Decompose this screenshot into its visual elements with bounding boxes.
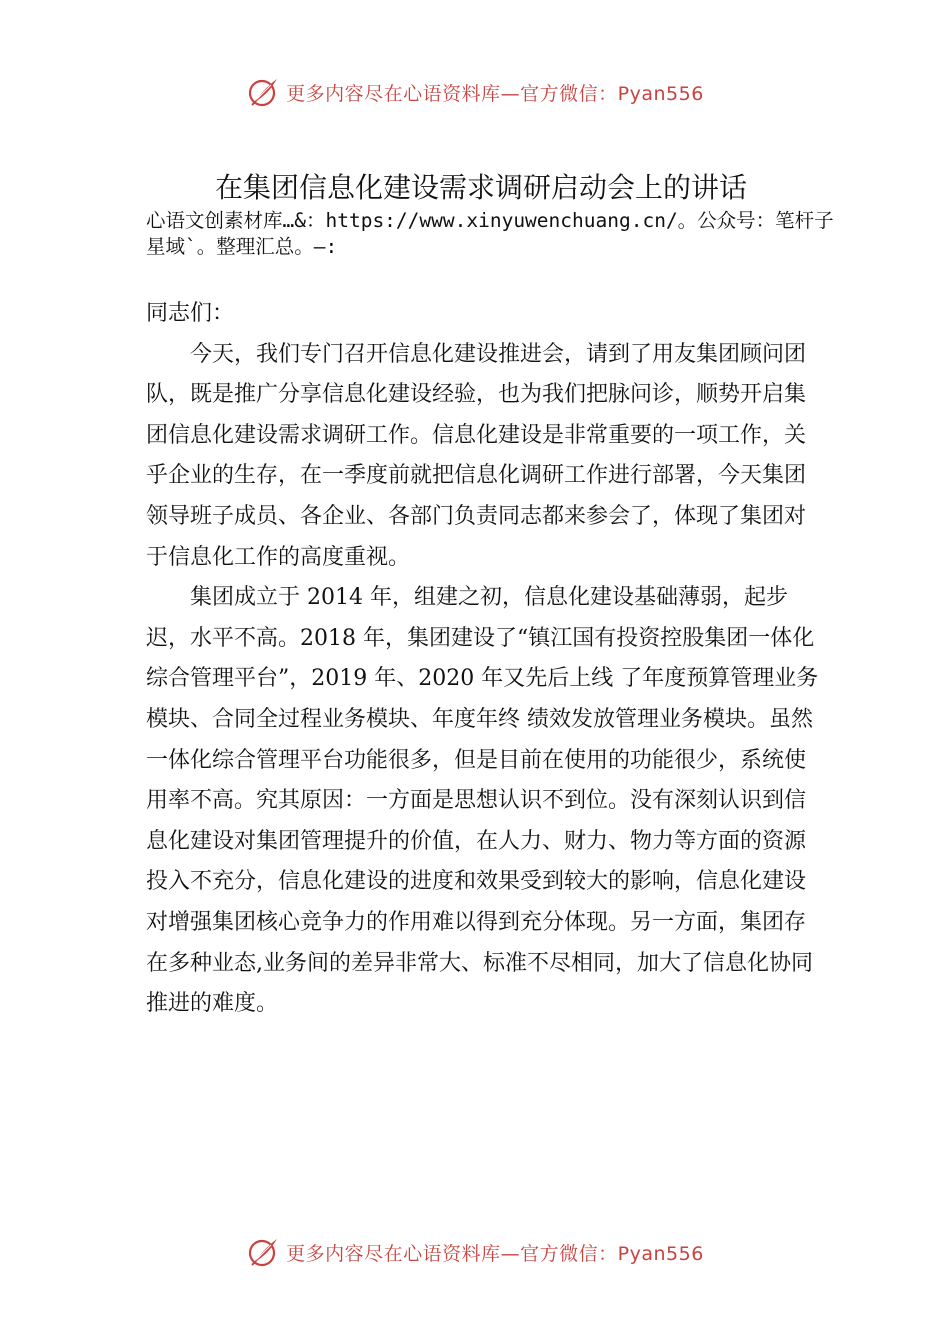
feather-circle-logo-icon [246,1235,280,1269]
header-banner [0,72,950,112]
greeting: 同志们： [146,301,235,326]
paragraph: 集团成立于 2014 年，组建之初，信息化建设基础薄弱，起步迟，水平不高。2018 年，集团建设了“镇江国有投资控股集团一体化综合管理平台”，2019 年、2020 年又先后上线 了年度预算管理业务模块、合同全过程业务模块、年度年终 绩效发放管理业务模块。虽然一体化综合管理平台功能很多，但是目前在使用的功能很少，系统使用率不高。究其原因：一方面是思想认识不到位。没有深刻认识到信息化建设对集团管理提升的价值，在人力、财力、物力等方面的资源投入不充分，信息化建设的进度和效果受到较大的影响，信息化建设对增强集团核心竞争力的作用难以得到充分体现。另一方面，集团存在多种业态,业务间的差异非常大、标准不尽相同，加大了信息化协同推进的难度。 [146,585,819,1017]
paragraph: 今天，我们专门召开信息化建设推进会，请到了用友集团顾问团队，既是推广分享信息化建设经验，也为我们把脉问诊，顺势开启集团信息化建设需求调研工作。信息化建设是非常重要的一项工作，关乎企业的生存，在一季度前就把信息化调研工作进行部署，今天集团领导班子成员、各企业、各部门负责同志都来参会了，体现了集团对于信息化工作的高度重视。 [146,341,807,570]
footer-banner [0,1232,950,1272]
document-title: 在集团信息化建设需求调研启动会上的讲话 [214,171,747,204]
banner-text: 更多内容尽在心语资料库—官方微信：Pyan556 [286,82,704,105]
feather-circle-logo-icon [246,75,280,109]
document-body [146,294,826,1025]
source-line: 心语文创素材库…&：https://www.xinyuwenchuang.cn/。公众号：笔杆子星域`。整理汇总。—: [146,209,834,258]
banner-text: 更多内容尽在心语资料库—官方微信：Pyan556 [286,1242,704,1265]
